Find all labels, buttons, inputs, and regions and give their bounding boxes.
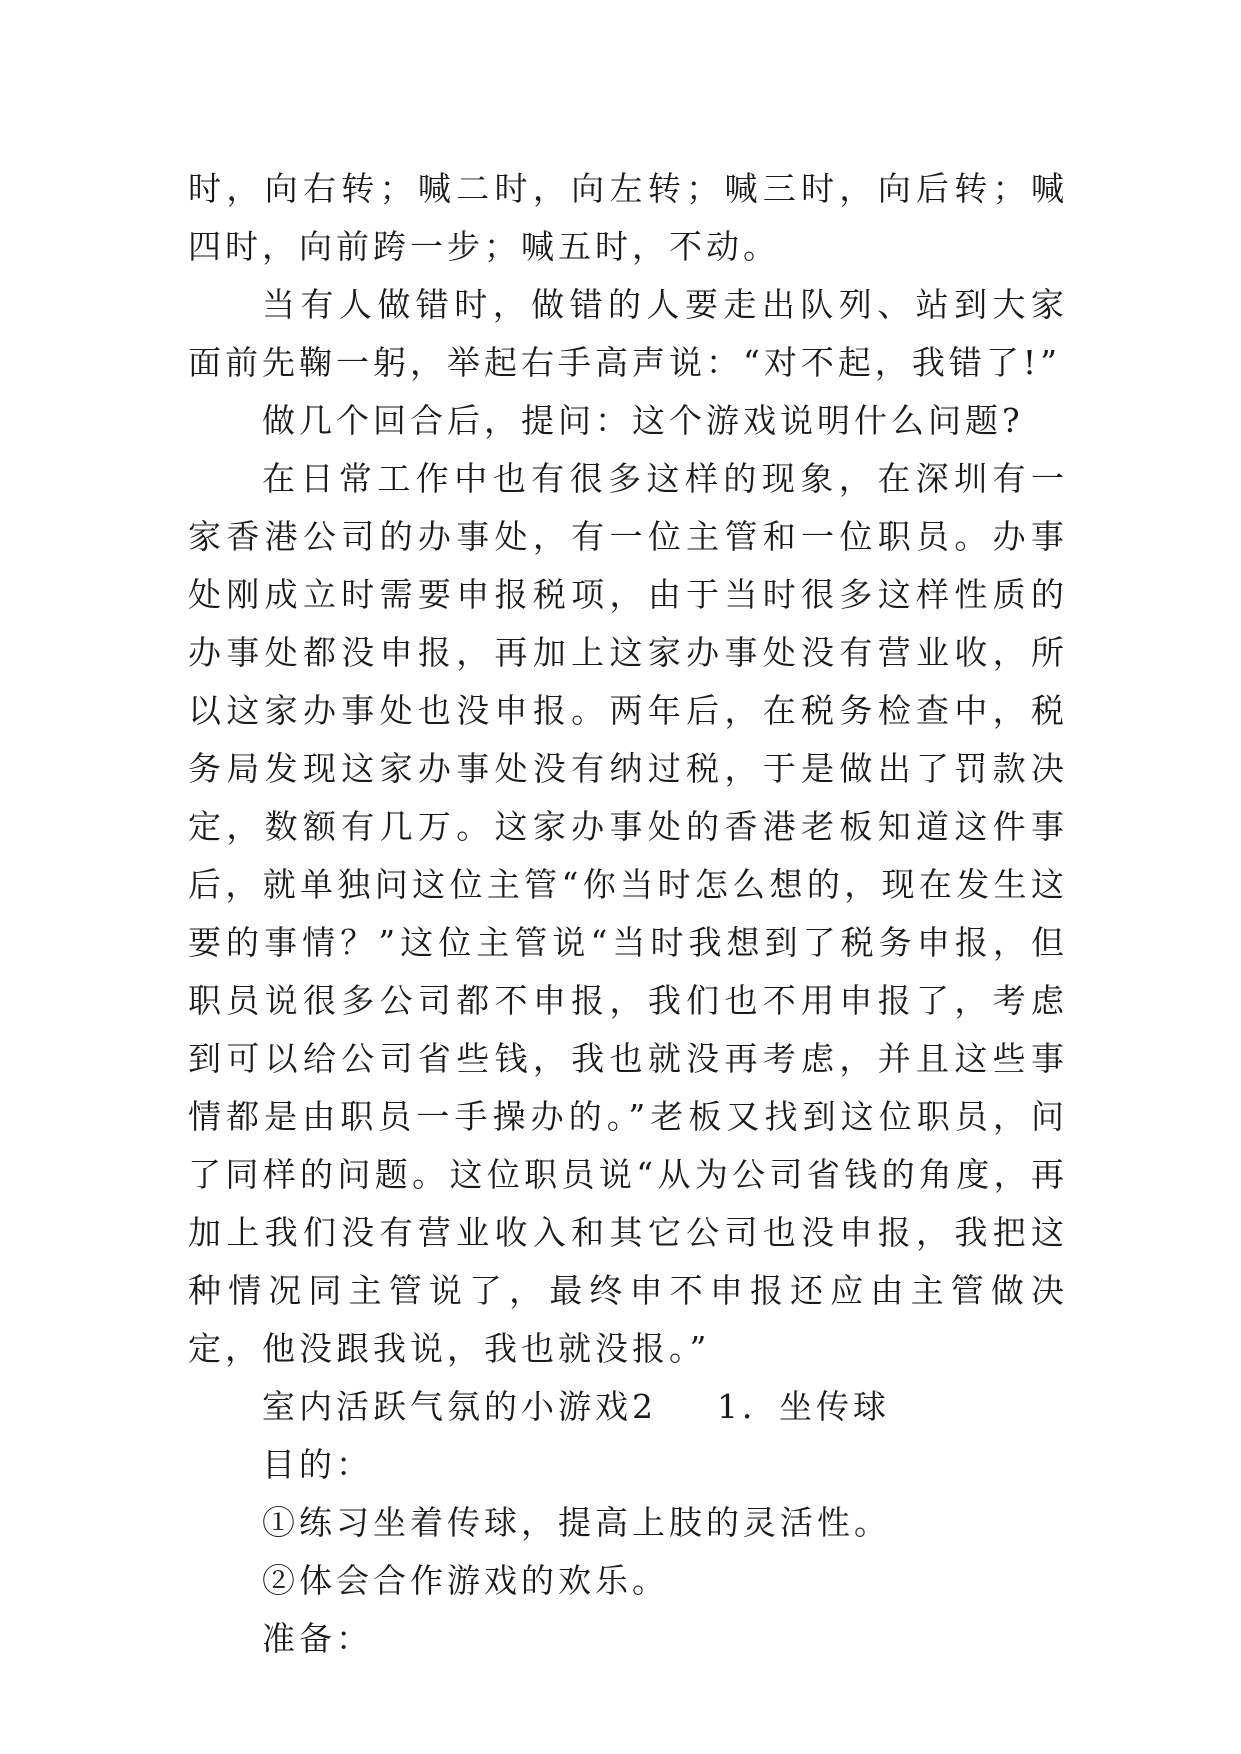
paragraph: 时，向右转；喊二时，向左转；喊三时，向后转；喊四时，向前跨一步；喊五时，不动。 xyxy=(188,169,1068,266)
list-item: ①练习坐着传球，提高上肢的灵活性。 xyxy=(262,1503,891,1542)
paragraph: 做几个回合后，提问：这个游戏说明什么问题? xyxy=(262,401,1024,440)
list-item: ②体会合作游戏的欢乐。 xyxy=(262,1561,669,1600)
section-heading xyxy=(188,1378,1068,1436)
paragraph: 准备： xyxy=(262,1619,373,1658)
document-body xyxy=(188,160,1068,1668)
paragraph: 目的： xyxy=(262,1445,373,1484)
paragraph: 在日常工作中也有很多这样的现象，在深圳有一家香港公司的办事处，有一位主管和一位职员。办事处刚成立时需要申报税项，由于当时很多这样性质的办事处都没申报，再加上这家办事处没有营业收，所以这家办事处也没申报。两年后，在税务检查中，税务局发现这家办事处没有纳过税，于是做出了罚款决定，数额有几万。这家办事处的香港老板知道这件事后，就单独问这位主管“你当时怎么想的，现在发生这要的事情？”这位主管说“当时我想到了税务申报，但职员说很多公司都不申报，我们也不用申报了，考虑到可以给公司省些钱，我也就没再考虑，并且这些事情都是由职员一手操办的。”老板又找到这位职员，问了同样的问题。这位职员说“从为公司省钱的角度，再加上我们没有营业收入和其它公司也没申报，我把这种情况同主管说了，最终申不申报还应由主管做决定，他没跟我说，我也就没报。” xyxy=(188,459,1068,1368)
paragraph: 当有人做错时，做错的人要走出队列、站到大家面前先鞠一躬，举起右手高声说：“对不起，我错了!” xyxy=(188,285,1068,382)
subsection-title: 1．坐传球 xyxy=(717,1387,890,1426)
section-title: 室内活跃气氛的小游戏2 xyxy=(262,1387,657,1426)
